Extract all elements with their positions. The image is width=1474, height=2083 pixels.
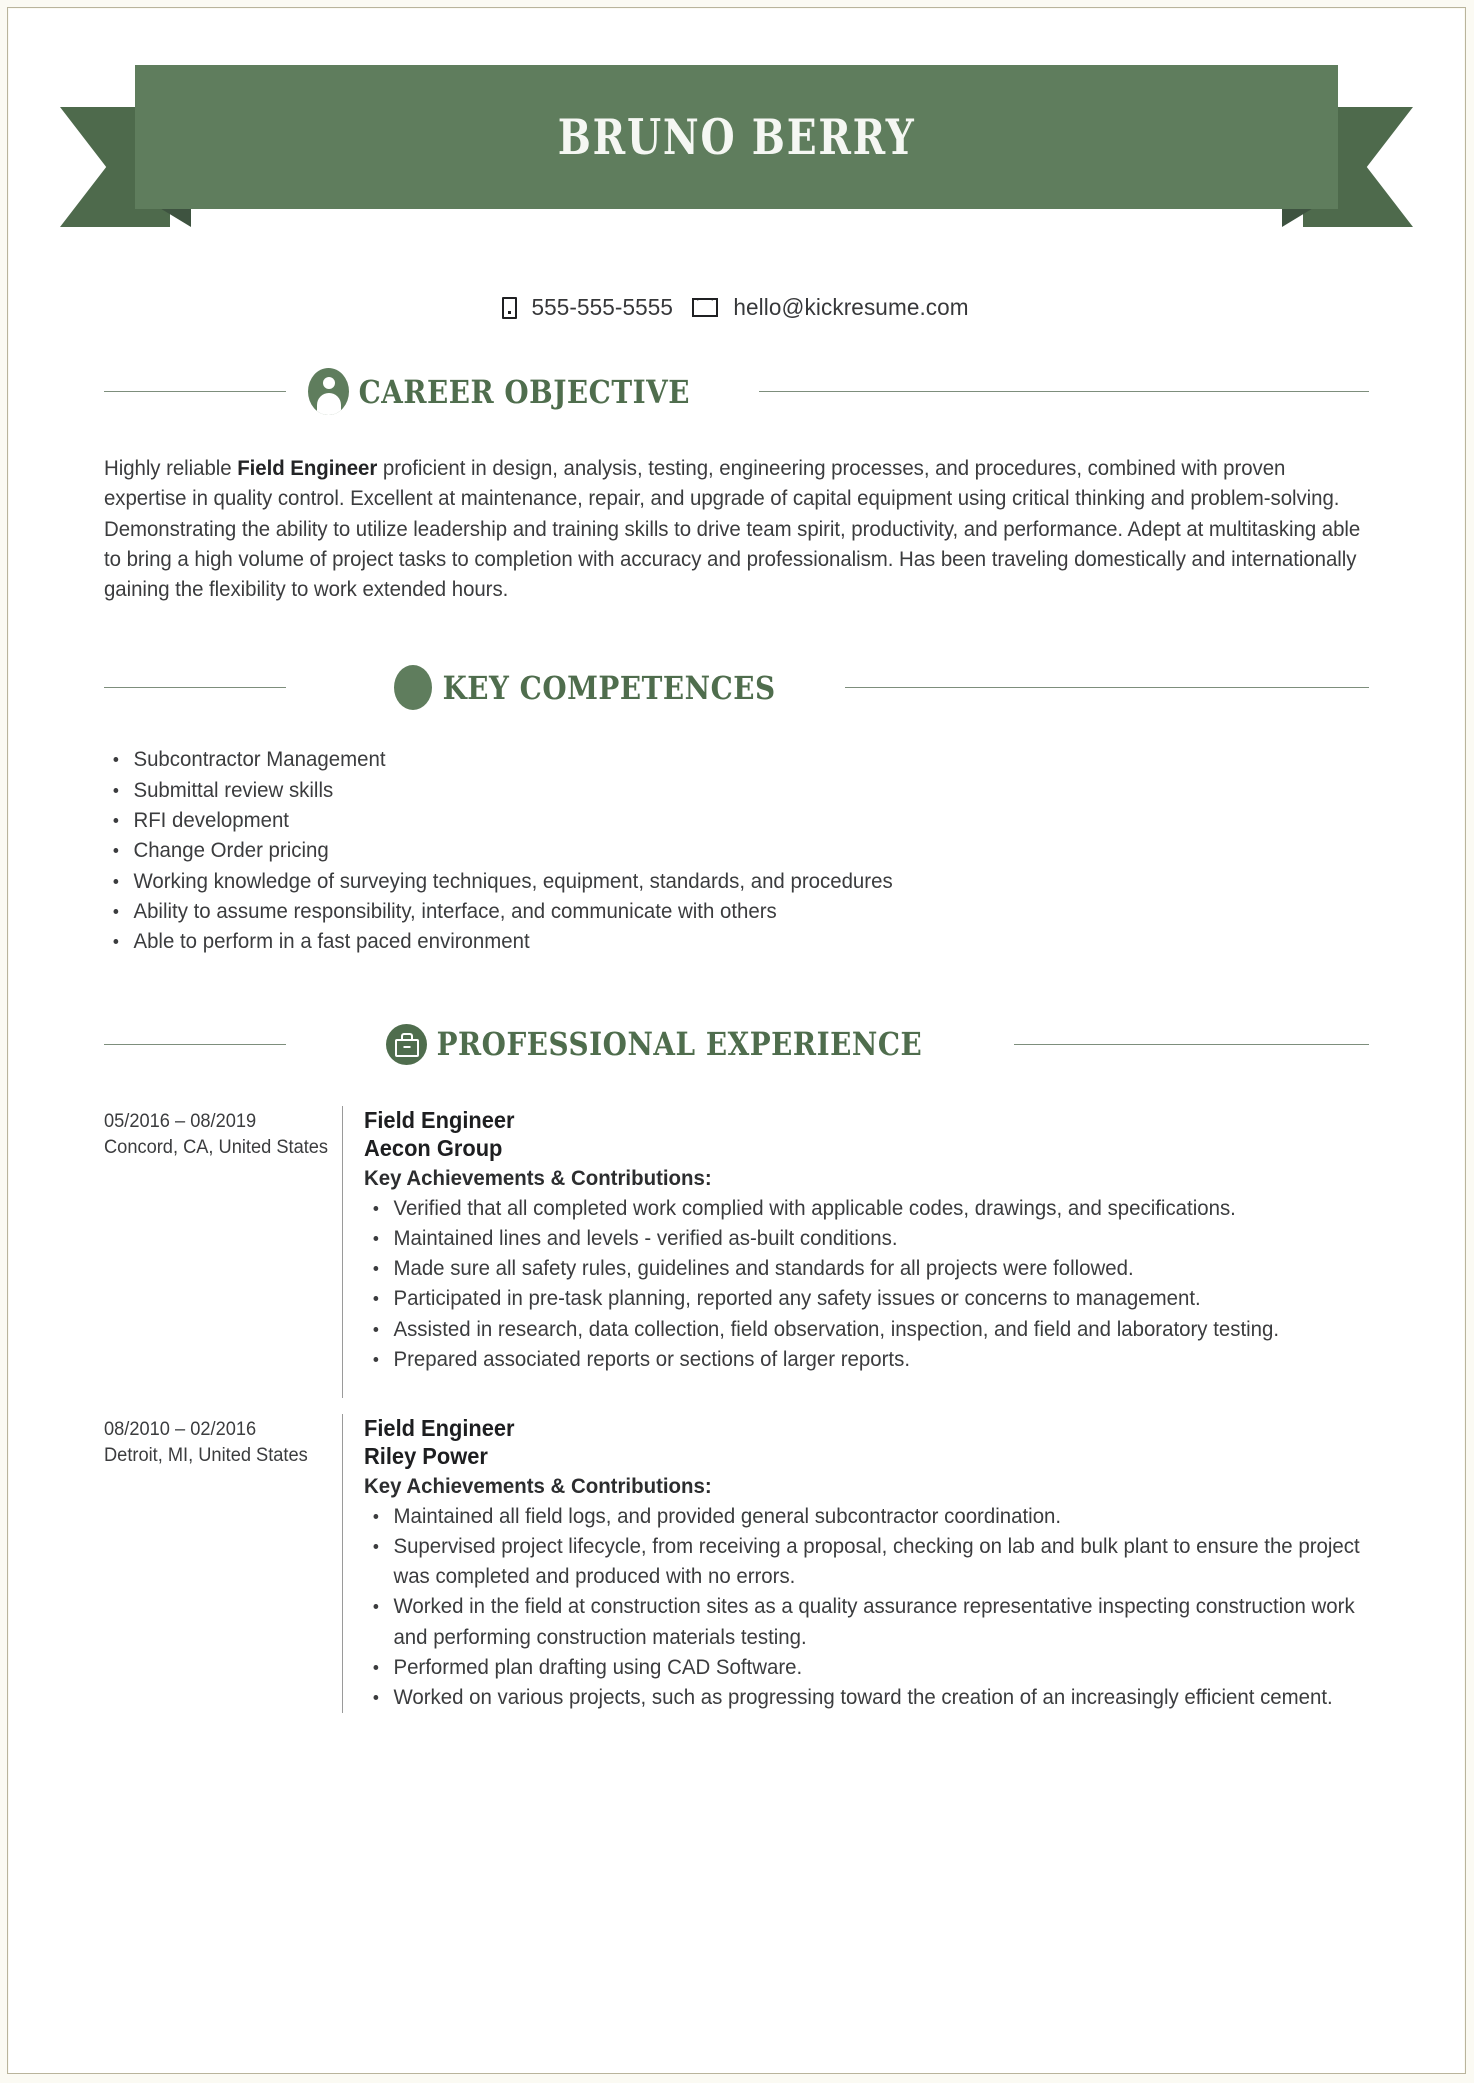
experience-dates: 08/2010 – 02/2016 — [104, 1418, 257, 1440]
section-rule-left — [104, 687, 286, 688]
experience-role: Field Engineer — [364, 1414, 515, 1441]
phone-number: 555-555-5555 — [531, 294, 674, 320]
objective-bold: Field Engineer — [237, 456, 378, 480]
list-item: Change Order pricing — [104, 835, 1369, 865]
section-rule-left — [104, 391, 286, 392]
contact-row — [9, 294, 1464, 321]
experience-detail — [364, 1414, 1369, 1713]
section-key-competences — [9, 664, 1464, 956]
email-address: hello@kickresume.com — [733, 294, 969, 320]
experience-entry — [104, 1106, 1369, 1398]
candidate-name: BRUNO BERRY — [557, 108, 916, 166]
section-rule-right — [1014, 1044, 1369, 1045]
key-competences-title: KEY COMPETENCES — [442, 668, 776, 707]
person-icon — [308, 368, 349, 415]
objective-post: proficient in design, analysis, testing, engineering processes, and procedures, combined with proven expertise in quality control. Excellent at maintenance, repair, and upgrade of capital equipment using critical thinking and problem-solving. Demonstrating the ability to utilize leadership and training skills to drive team spirit, productivity, and performance. Adept at multitasking able to bring a high volume of project tasks to completion with accuracy and professionalism. Has been traveling domestically and internationally gaining the flexibility to work extended hours. — [104, 456, 1361, 602]
experience-company: Aecon Group — [364, 1134, 503, 1161]
list-item: Supervised project lifecycle, from receiving a proposal, checking on lab and bulk plant to ensure the project was completed and produced with no errors. — [364, 1531, 1369, 1592]
list-item: Subcontractor Management — [104, 744, 1369, 774]
list-item: Ability to assume responsibility, interface, and communicate with others — [104, 896, 1369, 926]
list-item: Assisted in research, data collection, field observation, inspection, and field and laboratory testing. — [364, 1314, 1369, 1344]
list-item: Worked in the field at construction sites as a quality assurance representative inspecting construction work and performing construction materials testing. — [364, 1591, 1369, 1652]
name-banner — [9, 45, 1464, 250]
experience-divider — [342, 1414, 343, 1713]
contact-email[interactable] — [692, 294, 971, 321]
objective-pre: Highly reliable — [104, 456, 238, 480]
key-competences-header — [104, 664, 1369, 711]
list-item: Participated in pre-task planning, reported any safety issues or concerns to management. — [364, 1283, 1369, 1313]
section-professional-experience — [9, 1021, 1464, 1713]
section-career-objective — [9, 368, 1464, 604]
experience-bullets — [364, 1193, 1369, 1375]
briefcase-icon — [386, 1021, 427, 1068]
list-item: Performed plan drafting using CAD Software. — [364, 1652, 1369, 1682]
professional-experience-title: PROFESSIONAL EXPERIENCE — [436, 1025, 923, 1064]
career-objective-paragraph — [104, 453, 1369, 604]
professional-experience-header — [104, 1021, 1369, 1068]
section-rule-right — [759, 391, 1369, 392]
experience-dates: 05/2016 – 08/2019 — [104, 1110, 257, 1132]
phone-icon — [502, 297, 517, 319]
experience-meta — [104, 1414, 342, 1713]
experience-detail — [364, 1106, 1369, 1398]
experience-divider — [342, 1106, 343, 1398]
list-item: Able to perform in a fast paced environment — [104, 926, 1369, 956]
list-item: Prepared associated reports or sections of larger reports. — [364, 1344, 1369, 1374]
contact-phone[interactable] — [502, 294, 674, 321]
resume-page — [9, 9, 1464, 2073]
experience-bullets — [364, 1501, 1369, 1713]
list-item: Made sure all safety rules, guidelines and standards for all projects were followed. — [364, 1253, 1369, 1283]
list-item: Worked on various projects, such as progressing toward the creation of an increasingly efficient cement. — [364, 1682, 1369, 1712]
dot-icon — [392, 664, 433, 711]
experience-company: Riley Power — [364, 1442, 488, 1469]
experience-location: Detroit, MI, United States — [104, 1444, 308, 1466]
experience-subheading: Key Achievements & Contributions: — [364, 1473, 712, 1498]
section-rule-right — [845, 687, 1369, 688]
career-objective-header — [104, 368, 1369, 415]
career-objective-title: CAREER OBJECTIVE — [358, 372, 690, 411]
experience-meta — [104, 1106, 342, 1398]
list-item: Working knowledge of surveying techniques, equipment, standards, and procedures — [104, 866, 1369, 896]
experience-location: Concord, CA, United States — [104, 1136, 329, 1158]
experience-entry — [104, 1414, 1369, 1713]
list-item: Verified that all completed work complied with applicable codes, drawings, and specifications. — [364, 1193, 1369, 1223]
key-competences-list — [104, 744, 1369, 956]
list-item: Submittal review skills — [104, 775, 1369, 805]
ribbon-main — [135, 65, 1338, 209]
experience-subheading: Key Achievements & Contributions: — [364, 1165, 712, 1190]
email-icon — [692, 298, 718, 317]
list-item: Maintained all field logs, and provided general subcontractor coordination. — [364, 1501, 1369, 1531]
section-rule-left — [104, 1044, 286, 1045]
list-item: RFI development — [104, 805, 1369, 835]
experience-role: Field Engineer — [364, 1106, 515, 1133]
list-item: Maintained lines and levels - verified as-built conditions. — [364, 1223, 1369, 1253]
